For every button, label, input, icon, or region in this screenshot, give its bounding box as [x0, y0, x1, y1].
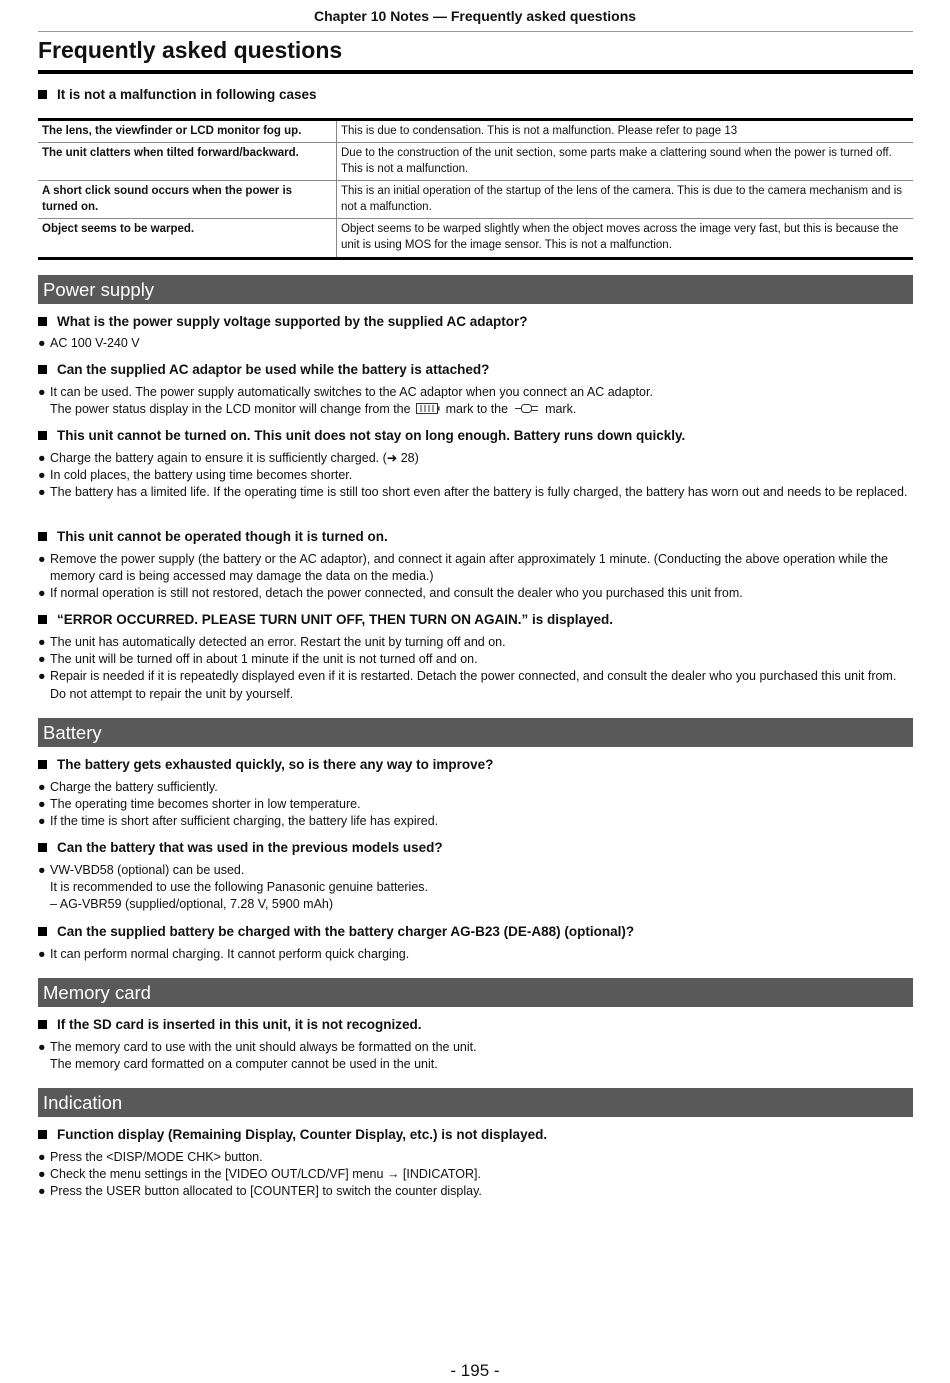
question-heading: If the SD card is inserted in this unit, it is not recognized.	[38, 1016, 913, 1034]
question-heading: The battery gets exhausted quickly, so is there any way to improve?	[38, 756, 913, 774]
list-item: ● The unit will be turned off in about 1 minute if the unit is not turned off and on.	[38, 651, 913, 668]
answer-list	[38, 384, 913, 420]
answer-list	[38, 862, 913, 914]
square-bullet-icon	[38, 317, 47, 326]
question-heading: This unit cannot be operated though it is turned on.	[38, 528, 913, 546]
section-title-power-supply: Power supply	[38, 275, 913, 304]
running-header: Chapter 10 Notes — Frequently asked questions	[313, 8, 637, 24]
table-row	[38, 181, 913, 219]
table-row	[38, 120, 913, 143]
bullet-icon: ●	[38, 1167, 46, 1182]
bullet-icon: ●	[38, 1150, 46, 1164]
bullet-icon: ●	[38, 586, 46, 601]
bullet-icon: ●	[38, 863, 46, 877]
square-bullet-icon	[38, 90, 47, 99]
question-heading: “ERROR OCCURRED. PLEASE TURN UNIT OFF, THEN TURN ON AGAIN.” is displayed.	[38, 611, 913, 629]
bullet-icon: ●	[38, 468, 46, 483]
table-row	[38, 143, 913, 181]
square-bullet-icon	[38, 760, 47, 769]
answer-list	[38, 450, 913, 502]
square-bullet-icon	[38, 1130, 47, 1139]
bullet-icon: ●	[38, 451, 46, 465]
list-item: ● Check the menu settings in the [VIDEO OUT/LCD/VF] menu → [INDICATOR].	[38, 1166, 913, 1183]
list-item: ● The operating time becomes shorter in low temperature.	[38, 796, 913, 813]
square-bullet-icon	[38, 532, 47, 541]
bullet-icon: ●	[38, 552, 46, 566]
bullet-icon: ●	[38, 385, 46, 399]
answer-list	[38, 1149, 913, 1201]
list-item: ● Charge the battery again to ensure it is sufficiently charged. (➜ 28)	[38, 450, 913, 467]
bullet-icon: ●	[38, 780, 46, 794]
section-title-battery: Battery	[38, 718, 913, 747]
list-item: ● If normal operation is still not restored, detach the power connected, and consult the dealer who you purchased this unit from.	[38, 585, 913, 602]
table-cell-answer: This is due to condensation. This is not a malfunction. Please refer to page 13	[337, 120, 914, 143]
list-item: ● In cold places, the battery using time becomes shorter.	[38, 467, 913, 484]
list-item: ● The battery has a limited life. If the operating time is still too short even after the battery is fully charged, the battery has worn out and needs to be replaced.	[38, 484, 913, 501]
malfunction-heading: It is not a malfunction in following cases	[38, 86, 913, 104]
square-bullet-icon	[38, 615, 47, 624]
section-title-memory-card: Memory card	[38, 978, 913, 1007]
question-heading: Can the supplied AC adaptor be used while the battery is attached?	[38, 361, 913, 379]
table-cell-question: The lens, the viewfinder or LCD monitor fog up.	[38, 120, 337, 143]
table-cell-answer: This is an initial operation of the startup of the lens of the camera. This is due to the camera mechanism and is not a malfunction.	[337, 181, 914, 219]
bullet-icon: ●	[38, 797, 46, 812]
square-bullet-icon	[38, 843, 47, 852]
list-item: ● It can perform normal charging. It cannot perform quick charging.	[38, 946, 913, 963]
question-heading: What is the power supply voltage supported by the supplied AC adaptor?	[38, 313, 913, 331]
list-item: ● Remove the power supply (the battery or the AC adaptor), and connect it again after approximately 1 minute. (Conducting the above operation while the memory card is being accessed may damage the data on the media.)	[38, 552, 888, 584]
square-bullet-icon	[38, 927, 47, 936]
question-heading: Can the supplied battery be charged with the battery charger AG-B23 (DE-A88) (optional)?	[38, 923, 913, 941]
bullet-icon: ●	[38, 814, 46, 829]
answer-list	[38, 1039, 913, 1073]
answer-list	[38, 551, 913, 603]
square-bullet-icon	[38, 1020, 47, 1029]
bullet-icon: ●	[38, 635, 46, 649]
answer-list	[38, 946, 913, 963]
list-item: ● The memory card to use with the unit should always be formatted on the unit. The memory card formatted on a computer cannot be used in the unit.	[38, 1040, 477, 1072]
answer-list	[38, 335, 913, 352]
list-item: ● Press the USER button allocated to [COUNTER] to switch the counter display.	[38, 1183, 913, 1200]
list-item: ● VW-VBD58 (optional) can be used. It is recommended to use the following Panasonic genuine batteries. – AG-VBR59 (supplied/optional, 7.28 V, 5900 mAh)	[38, 863, 429, 912]
bullet-icon: ●	[38, 485, 46, 500]
bullet-icon: ●	[38, 947, 46, 961]
battery-icon	[416, 402, 440, 420]
question-heading: This unit cannot be turned on. This unit does not stay on long enough. Battery runs down quickly.	[38, 427, 913, 445]
page-title: Frequently asked questions	[38, 37, 343, 63]
list-item: ● Repair is needed if it is repeatedly displayed even if it is restarted. Detach the power connected, and consult the dealer who you purchased this unit from. Do not attempt to repair the unit by yourself.	[38, 669, 897, 701]
list-item: ● If the time is short after sufficient charging, the battery life has expired.	[38, 813, 913, 830]
bullet-icon: ●	[38, 1184, 46, 1199]
table-cell-question: A short click sound occurs when the power is turned on.	[38, 181, 337, 219]
ac-plug-icon	[514, 402, 540, 420]
list-item: ● Charge the battery sufficiently.	[38, 779, 913, 796]
square-bullet-icon	[38, 431, 47, 440]
page-number: - 195 -	[450, 1361, 500, 1380]
bullet-icon: ●	[38, 1040, 46, 1054]
list-item: ● It can be used. The power supply automatically switches to the AC adaptor when you connect an AC adaptor. The power status display in the LCD monitor will change from the mark to the mark.	[38, 384, 913, 420]
list-item: ● Press the <DISP/MODE CHK> button.	[38, 1149, 913, 1166]
table-cell-answer: Due to the construction of the unit section, some parts make a clattering sound when the power is turned off. This is not a malfunction.	[337, 143, 914, 181]
answer-list	[38, 634, 913, 703]
question-heading: Can the battery that was used in the previous models used?	[38, 839, 913, 857]
table-cell-question: The unit clatters when tilted forward/backward.	[38, 143, 337, 181]
bullet-icon: ●	[38, 669, 46, 684]
list-item: ● AC 100 V-240 V	[38, 335, 913, 352]
bullet-icon: ●	[38, 652, 46, 667]
table-cell-question: Object seems to be warped.	[38, 219, 337, 259]
title-divider	[38, 70, 913, 74]
question-heading: Function display (Remaining Display, Counter Display, etc.) is not displayed.	[38, 1126, 913, 1144]
header-divider	[38, 31, 913, 32]
table-cell-answer: Object seems to be warped slightly when the object moves across the image very fast, but this is because the unit is using MOS for the image sensor. This is not a malfunction.	[341, 223, 899, 251]
list-item: ● The unit has automatically detected an error. Restart the unit by turning off and on.	[38, 634, 913, 651]
table-row	[38, 219, 913, 259]
malfunction-table	[38, 118, 913, 260]
answer-list	[38, 779, 913, 831]
square-bullet-icon	[38, 365, 47, 374]
section-title-indication: Indication	[38, 1088, 913, 1117]
bullet-icon: ●	[38, 336, 46, 350]
